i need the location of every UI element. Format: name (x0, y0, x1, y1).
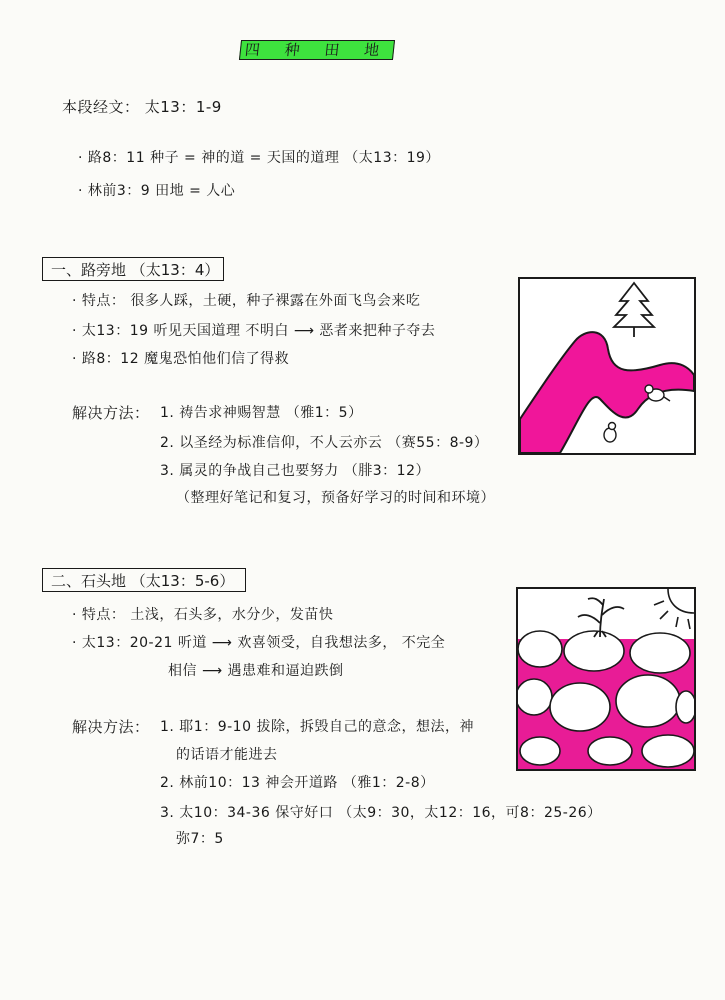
rocky-ground-illustration (516, 587, 696, 771)
stones (518, 631, 694, 767)
section-2-solution-1-cont: 的话语才能进去 (176, 747, 278, 763)
section-1-solution-2: 2. 以圣经为标准信仰，不人云亦云 （赛55：8-9） (160, 435, 489, 451)
section-1-solution-label: 解决方法： (72, 404, 150, 422)
wayside-path-illustration (518, 277, 696, 455)
section-2-solution-3: 3. 太10：34-36 保守好口 （太9：30，太12：16，可8：25-26） (160, 805, 602, 821)
scripture-reference: 本段经文： 太13：1-9 (62, 98, 222, 116)
ref-line-1: · 路8：11 种子 = 神的道 = 天国的道理 （太13：19） (78, 150, 440, 166)
ref-line-2: · 林前3：9 田地 = 人心 (78, 183, 236, 199)
section-2-solution-1: 1. 耶1：9-10 拔除，拆毁自己的意念，想法，神 (160, 719, 474, 735)
section-1-point-3: · 路8：12 魔鬼恐怕他们信了得救 (72, 351, 290, 367)
section-2-point-1: · 特点： 土浅，石头多，水分少，发苗快 (72, 607, 334, 623)
section-1-solution-1: 1. 祷告求神赐智慧 （雅1：5） (160, 405, 363, 421)
section-1-solution-3: 3. 属灵的争战自己也要努力 （腓3：12） (160, 463, 430, 479)
section-2-point-2: · 太13：20-21 听道 ⟶ 欢喜领受，自我想法多， 不完全 (72, 635, 446, 651)
section-2-point-3: 相信 ⟶ 遇患难和逼迫跌倒 (168, 663, 344, 679)
section-2-solution-3-cont: 弥7：5 (176, 831, 224, 847)
bird-icon (604, 423, 616, 443)
page-title: 四 种 田 地 (239, 40, 395, 60)
section-1-point-1: · 特点： 很多人踩，土硬，种子裸露在外面飞鸟会来吃 (72, 293, 421, 309)
section-1-heading: 一、路旁地 （太13：4） (42, 257, 224, 281)
section-2-solution-2: 2. 林前10：13 神会开道路 （雅1：2-8） (160, 775, 435, 791)
section-1-solution-note: （整理好笔记和复习，预备好学习的时间和环境） (176, 490, 495, 506)
pine-tree-icon (614, 283, 654, 337)
section-1-point-2: · 太13：19 听见天国道理 不明白 ⟶ 恶者来把种子夺去 (72, 323, 436, 339)
sun-icon (654, 589, 694, 629)
section-2-heading: 二、石头地 （太13：5-6） (42, 568, 246, 592)
section-2-solution-label: 解决方法： (72, 718, 150, 736)
